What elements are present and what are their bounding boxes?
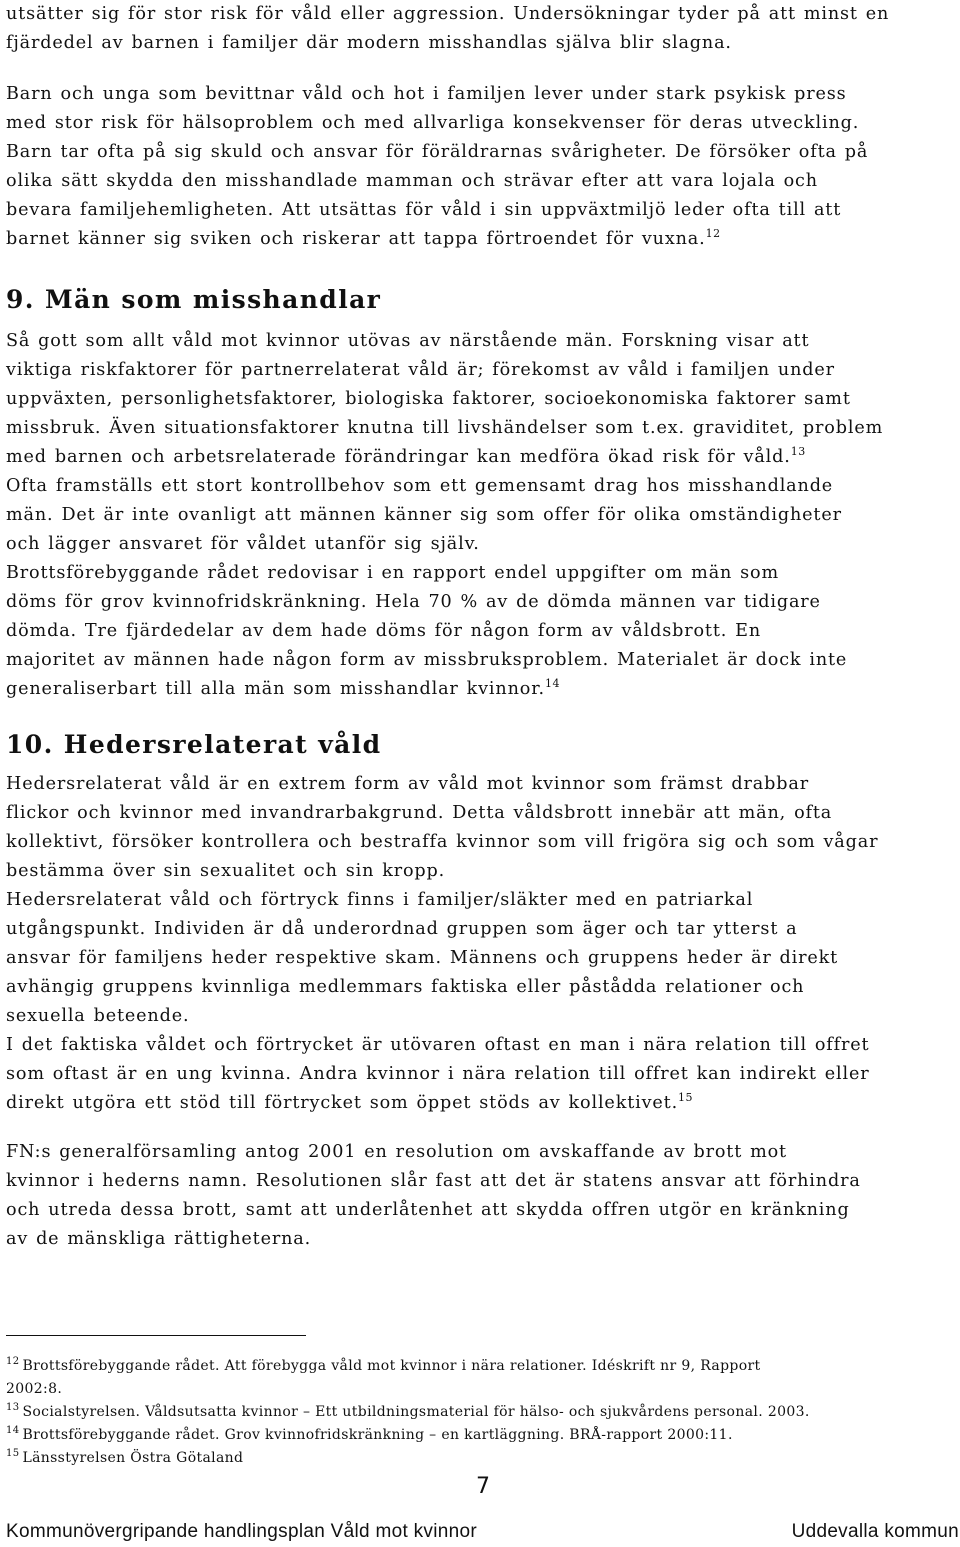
intro-paragraph-1	[6, 0, 951, 58]
footnote-item	[6, 1424, 951, 1447]
intro-paragraph-2	[6, 80, 951, 254]
text-line: flickor och kvinnor med invandrarbakgrund. Detta våldsbrott innebär att män, ofta	[6, 803, 833, 823]
section-heading: 9. Män som misshandlar	[6, 285, 382, 314]
text-line: kollektivt, försöker kontrollera och bestraffa kvinnor som vill frigöra sig och som vågar	[6, 832, 879, 852]
footnote-separator	[6, 1335, 306, 1336]
text-line: FN:s generalförsamling antog 2001 en resolution om avskaffande av brott mot	[6, 1142, 787, 1162]
text-line: barnet känner sig sviken och riskerar att tappa förtroendet för vuxna.$^{12}$	[6, 227, 721, 249]
footnote-ref[interactable]: 12	[705, 227, 721, 241]
text-line: som oftast är en ung kvinna. Andra kvinnor i nära relation till offret kan indirekt eller	[6, 1064, 870, 1084]
footnote-text: Länsstyrelsen Östra Götaland	[22, 1450, 244, 1466]
section-heading: 10. Hedersrelaterat våld	[6, 730, 382, 759]
footnote-number: 14	[6, 1425, 20, 1437]
text-line: Hedersrelaterat våld är en extrem form av våld mot kvinnor som främst drabbar	[6, 774, 809, 794]
text-line: utsätter sig för stor risk för våld eller aggression. Undersökningar tyder på att minst en	[6, 4, 890, 24]
footnote-ref[interactable]: 13	[790, 445, 806, 459]
text-line: viktiga riskfaktorer för partnerrelaterat våld är; förekomst av våld i familjen under	[6, 360, 835, 380]
text-line: direkt utgöra ett stöd till förtrycket som öppet stöds av kollektivet.$^{15}$	[6, 1091, 694, 1113]
text-line: missbruk. Även situationsfaktorer knutna till livshändelser som t.ex. graviditet, problem	[6, 418, 884, 438]
un-resolution-paragraph	[6, 1138, 951, 1254]
text-line: majoritet av männen hade någon form av missbruksproblem. Materialet är dock inte	[6, 650, 848, 670]
footer-organization: Uddevalla kommun	[791, 1521, 959, 1542]
text-line: Barn och unga som bevittnar våld och hot i familjen lever under stark psykisk press	[6, 84, 847, 104]
text-line: bevara familjehemligheten. Att utsättas för våld i sin uppväxtmiljö leder ofta till att	[6, 200, 842, 220]
text-line: med barnen och arbetsrelaterade förändringar kan medföra ökad risk för våld.$^{13}$	[6, 445, 806, 467]
text-line: Brottsförebyggande rådet redovisar i en rapport endel uppgifter om män som	[6, 563, 780, 583]
text-line: dömda. Tre fjärdedelar av dem hade döms för någon form av våldsbrott. En	[6, 621, 762, 641]
footnote-item	[6, 1401, 951, 1424]
footnote-ref[interactable]: 14	[544, 677, 560, 691]
text-line: I det faktiska våldet och förtrycket är utövaren oftast en man i nära relation till offret	[6, 1035, 870, 1055]
section9-body	[6, 327, 951, 704]
footer-title: Kommunövergripande handlingsplan Våld mot kvinnor	[6, 1521, 477, 1542]
footnote-number: 13	[6, 1402, 20, 1414]
text-line: män. Det är inte ovanligt att männen känner sig som offer för olika omständigheter	[6, 505, 842, 525]
footnote-item	[6, 1447, 951, 1470]
footnote-number: 12	[6, 1356, 20, 1368]
footnote-number: 15	[6, 1448, 20, 1460]
text-line: med stor risk för hälsoproblem och med allvarliga konsekvenser för deras utveckling.	[6, 113, 860, 133]
text-line: av de mänskliga rättigheterna.	[6, 1229, 312, 1249]
text-line: uppväxten, personlighetsfaktorer, biologiska faktorer, socioekonomiska faktorer samt	[6, 389, 851, 409]
text-line: Så gott som allt våld mot kvinnor utövas av närstående män. Forskning visar att	[6, 331, 810, 351]
footnote-item	[6, 1355, 951, 1378]
text-line: ansvar för familjens heder respektive skam. Männens och gruppens heder är direkt	[6, 948, 839, 968]
text-line: generaliserbart till alla män som misshandlar kvinnor.$^{14}$	[6, 677, 560, 699]
text-line: kvinnor i hederns namn. Resolutionen slår fast att det är statens ansvar att förhindra	[6, 1171, 861, 1191]
footnote-continuation: 2002:8.	[6, 1381, 63, 1397]
text-line: bestämma över sin sexualitet och sin kropp.	[6, 861, 446, 881]
text-line: utgångspunkt. Individen är då underordnad gruppen som äger och tar ytterst a	[6, 919, 798, 939]
text-line: Ofta framställs ett stort kontrollbehov som ett gemensamt drag hos misshandlande	[6, 476, 834, 496]
text-line: och lägger ansvaret för våldet utanför sig själv.	[6, 534, 480, 554]
text-line: fjärdedel av barnen i familjer där modern misshandlas själva blir slagna.	[6, 33, 732, 53]
text-line: och utreda dessa brott, samt att underlåtenhet att skydda offren utgör en kränkning	[6, 1200, 850, 1220]
text-line: Barn tar ofta på sig skuld och ansvar för föräldrarnas svårigheter. De försöker ofta på	[6, 142, 869, 162]
section10-body	[6, 770, 951, 1118]
page-number: 7	[476, 1474, 490, 1499]
footnote-text: Socialstyrelsen. Våldsutsatta kvinnor – Ett utbildningsmaterial för hälso- och sjukvårdens personal. 2003.	[22, 1404, 810, 1420]
text-line: olika sätt skydda den misshandlade mamman och strävar efter att vara lojala och	[6, 171, 818, 191]
text-line: avhängig gruppens kvinnliga medlemmars faktiska eller påstådda relationer och	[6, 977, 805, 997]
footnote-text: Brottsförebyggande rådet. Att förebygga våld mot kvinnor i nära relationer. Idéskrift nr 9, Rapport	[22, 1358, 761, 1374]
text-line: Hedersrelaterat våld och förtryck finns i familjer/släkter med en patriarkal	[6, 890, 754, 910]
footnote-ref[interactable]: 15	[678, 1091, 694, 1105]
text-line: döms för grov kvinnofridskränkning. Hela 70 % av de dömda männen var tidigare	[6, 592, 821, 612]
footnotes	[6, 1355, 951, 1470]
footnote-text: Brottsförebyggande rådet. Grov kvinnofridskränkning – en kartläggning. BRÅ-rapport 2000:11.	[22, 1427, 733, 1443]
text-line: sexuella beteende.	[6, 1006, 190, 1026]
